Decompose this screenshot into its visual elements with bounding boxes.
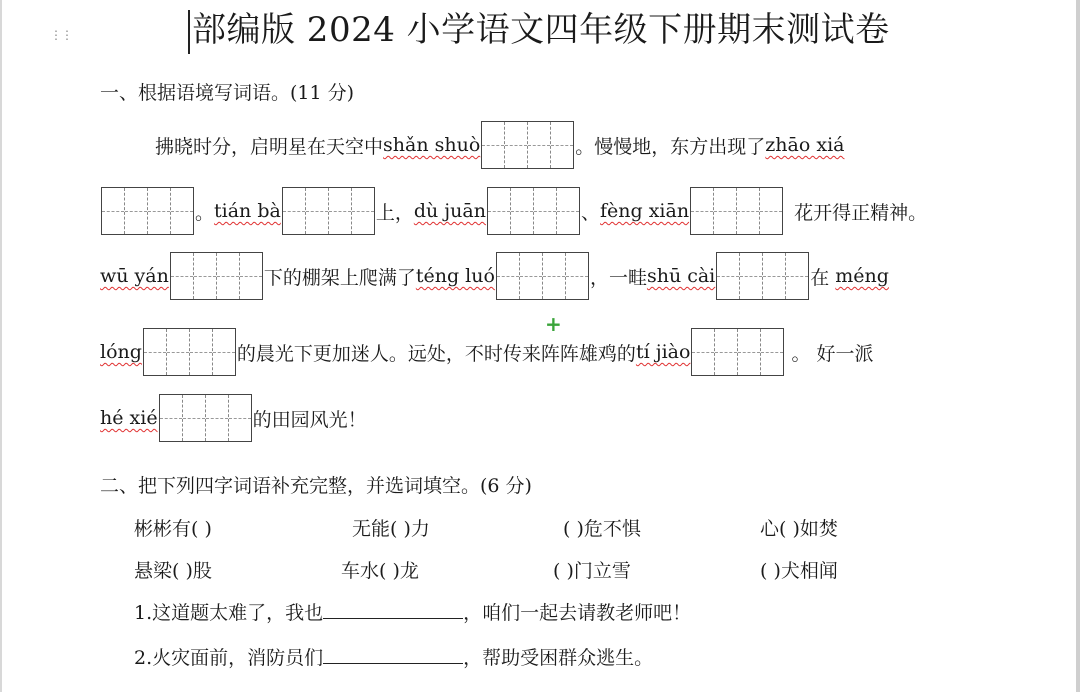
idiom-r2-3[interactable]: ( )门立雪 — [553, 560, 631, 582]
sentence-1-part-b: ，咱们一起去请教老师吧！ — [463, 602, 692, 624]
q1-line4-text-2: 。 好一派 — [791, 342, 874, 365]
add-row-icon[interactable]: + — [545, 312, 562, 336]
answer-box-feng-xian[interactable] — [690, 187, 783, 235]
pinyin-tian-ba: tián bà — [214, 200, 281, 222]
answer-box-shu-cai[interactable] — [716, 252, 809, 300]
sentence-2-part-b: ，帮助受困群众逃生。 — [463, 647, 654, 669]
idiom-r2-2[interactable]: 车水( )龙 — [341, 560, 419, 582]
answer-box-wu-yan[interactable] — [170, 252, 263, 300]
pinyin-long: lóng — [100, 341, 142, 363]
idiom-r2-1[interactable]: 悬梁( )股 — [134, 560, 212, 582]
drag-handle-icon[interactable]: ⋮⋮ — [50, 28, 72, 42]
sentence-2 — [134, 643, 653, 670]
idiom-r1-4[interactable]: 心( )如焚 — [760, 518, 838, 540]
q1-line1-text-2: 。慢慢地，东方出现了 — [575, 135, 766, 158]
q1-line5-text-1: 的田园风光！ — [252, 408, 367, 431]
q1-line3-text-1: 下的棚架上爬满了 — [263, 266, 416, 289]
pinyin-meng: méng — [835, 265, 889, 287]
pinyin-du-juan: dù juān — [413, 200, 486, 222]
q1-line1-text-1: 拂晓时分，启明星在天空中 — [155, 135, 384, 158]
sentence-2-part-a: 2.火灾面前，消防员们 — [134, 647, 324, 669]
pinyin-shu-cai: shū cài — [646, 265, 716, 287]
answer-box-teng-luo[interactable] — [496, 252, 589, 300]
answer-box-shan-shuo[interactable] — [481, 121, 574, 169]
text-cursor — [188, 10, 190, 54]
pinyin-wu-yan: wū yán — [100, 265, 169, 287]
sentence-1 — [134, 598, 691, 625]
q1-line2-text-3: 、 — [580, 201, 600, 224]
answer-box-he-xie[interactable] — [159, 394, 252, 442]
q1-line4-text-1: 的晨光下更加迷人。远处，不时传来阵阵雄鸡的 — [236, 342, 636, 365]
pinyin-ti-jiao: tí jiào — [635, 341, 691, 363]
page-left-edge — [0, 0, 2, 692]
q1-line3-text-3: 在 — [810, 266, 830, 289]
idiom-r1-3[interactable]: ( )危不惧 — [563, 518, 641, 540]
question-2-heading: 二、把下列四字词语补充完整，并选词填空。(6 分) — [100, 475, 532, 497]
question-1-heading: 一、根据语境写词语。(11 分) — [100, 82, 355, 104]
q1-line-4 — [100, 327, 873, 377]
q1-line-2 — [100, 186, 927, 236]
q1-line3-text-2: ，一畦 — [589, 266, 647, 289]
sentence-1-blank[interactable] — [323, 600, 463, 619]
sentence-1-part-a: 1.这道题太难了，我也 — [134, 602, 324, 624]
q1-line2-text-2: 上， — [375, 201, 414, 224]
answer-box-du-juan[interactable] — [487, 187, 580, 235]
q1-line-1 — [155, 120, 844, 170]
q1-line2-text-1: 。 — [195, 201, 215, 224]
pinyin-he-xie: hé xié — [100, 407, 158, 429]
document-title[interactable]: 部编版 2024 小学语文四年级下册期末测试卷 — [192, 10, 890, 50]
page-right-edge — [1076, 0, 1080, 692]
answer-box-ti-jiao[interactable] — [691, 328, 784, 376]
q1-line-5 — [100, 393, 367, 443]
pinyin-zhao-xia: zhāo xiá — [765, 134, 845, 156]
answer-box-zhao-xia[interactable] — [101, 187, 194, 235]
answer-box-meng-long[interactable] — [143, 328, 236, 376]
idiom-r2-4[interactable]: ( )犬相闻 — [760, 560, 838, 582]
sentence-2-blank[interactable] — [323, 645, 463, 664]
idiom-r1-1[interactable]: 彬彬有( ) — [134, 518, 212, 540]
q1-line-3 — [100, 251, 889, 301]
pinyin-teng-luo: téng luó — [415, 265, 495, 287]
answer-box-tian-ba[interactable] — [282, 187, 375, 235]
pinyin-feng-xian: fèng xiān — [600, 200, 690, 222]
q1-line2-text-4: 花开得正精神。 — [794, 201, 928, 224]
idiom-r1-2[interactable]: 无能( )力 — [352, 518, 430, 540]
pinyin-shan-shuo: shǎn shuò — [383, 134, 481, 156]
